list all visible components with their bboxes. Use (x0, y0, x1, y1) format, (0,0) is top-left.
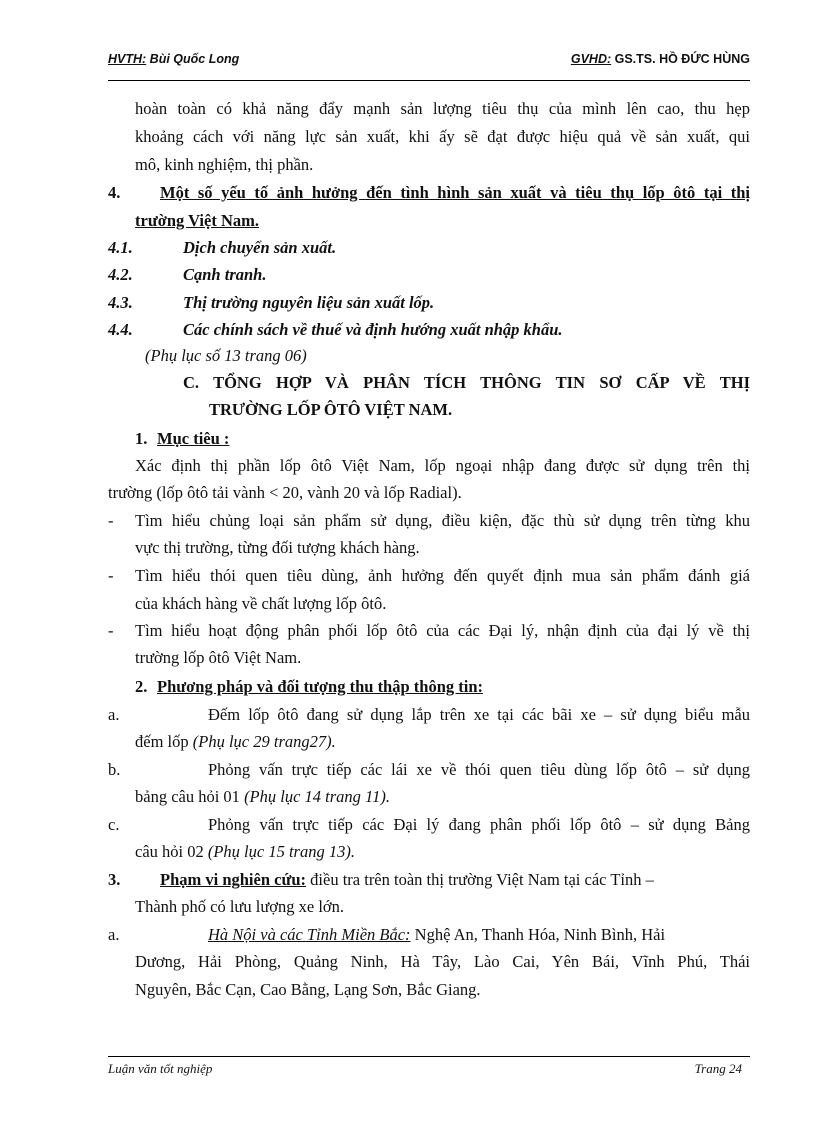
method-line2 (135, 842, 355, 862)
method-line1: Phỏng vấn trực tiếp các Đại lý đang phân phối lốp ôtô – sử dụng Bảng (208, 815, 750, 834)
method-text: đếm lốp (135, 732, 193, 751)
footer-page-number: Trang 24 (694, 1061, 742, 1076)
advisor-label: GVHD: (570, 52, 612, 66)
para1-line2: khoảng cách với năng lực sản xuất, khi ấy sẽ đạt được hiệu quả về sản xuất, qui (135, 127, 750, 146)
part-c-title-line2: TRƯỜNG LỐP ÔTÔ VIỆT NAM. (209, 400, 453, 419)
advisor-name: GS.TS. HỒ ĐỨC HÙNG (611, 52, 750, 66)
header-advisor (571, 52, 750, 66)
region-line2: Dương, Hải Phòng, Quảng Ninh, Hà Tây, Lào Cai, Yên Bái, Vĩnh Phú, Thái (135, 952, 750, 971)
subsection-title: Các chính sách về thuế và định hướng xuất nhập khẩu. (183, 320, 563, 339)
item2-number: 2. (135, 677, 148, 696)
author-name: Bùi Quốc Long (146, 52, 240, 66)
region-title: Hà Nội và các Tỉnh Miền Bắc: (208, 925, 411, 944)
method-appendix-ref: (Phụ lục 15 trang 13). (207, 842, 355, 861)
method-line2 (135, 732, 336, 752)
item3-title: Phạm vi nghiên cứu: (160, 870, 307, 889)
section4-number: 4. (108, 183, 121, 202)
bullet-line2: của khách hàng về chất lượng lốp ôtô. (135, 594, 387, 613)
subsection-number: 4.1. (108, 238, 133, 257)
bullet-line2: trường lốp ôtô Việt Nam. (135, 648, 302, 667)
method-line1: Đếm lốp ôtô đang sử dụng lắp trên xe tại các bãi xe – sử dụng biểu mẫu (208, 705, 750, 724)
header-author (108, 52, 239, 66)
method-letter: b. (108, 760, 121, 779)
appendix-reference: (Phụ lục số 13 trang 06) (145, 346, 307, 365)
region-line1 (208, 925, 665, 945)
method-line2 (135, 787, 390, 807)
subsection-number: 4.3. (108, 293, 133, 312)
part-c-title-line1: C. TỔNG HỢP VÀ PHÂN TÍCH THÔNG TIN SƠ CẤP VỀ THỊ (183, 373, 750, 392)
method-letter: a. (108, 705, 120, 724)
section4-title-line2: trường Việt Nam. (135, 211, 259, 230)
subsection-number: 4.4. (108, 320, 133, 339)
item3-text: điều tra trên toàn thị trường Việt Nam tại các Tỉnh – (306, 870, 654, 889)
footer-divider (108, 1056, 750, 1057)
bullet-line2: vực thị trường, từng đối tượng khách hàng. (135, 538, 420, 557)
region-provinces: Nghệ An, Thanh Hóa, Ninh Bình, Hải (410, 925, 666, 944)
bullet-line1: Tìm hiểu thói quen tiêu dùng, ảnh hưởng đến quyết định mua sản phẩm đánh giá (135, 566, 750, 585)
bullet-line1: Tìm hiểu hoạt động phân phối lốp ôtô của các Đại lý, nhận định của đại lý về thị (135, 621, 750, 640)
bullet-dash: - (108, 621, 114, 640)
item3-line2: Thành phố có lưu lượng xe lớn. (135, 897, 345, 916)
item1-number: 1. (135, 429, 148, 448)
item3-line1 (160, 870, 654, 890)
subsection-title: Dịch chuyển sản xuất. (183, 238, 337, 257)
method-appendix-ref: (Phụ lục 29 trang27). (192, 732, 336, 751)
method-text: bảng câu hỏi 01 (135, 787, 245, 806)
method-appendix-ref: (Phụ lục 14 trang 11). (244, 787, 390, 806)
header-divider (108, 80, 750, 81)
region-line3: Nguyên, Bắc Cạn, Cao Bằng, Lạng Sơn, Bắc Giang. (135, 980, 481, 999)
bullet-dash: - (108, 511, 114, 530)
item1-text-line1: Xác định thị phần lốp ôtô Việt Nam, lốp ngoại nhập đang được sử dụng trên thị (135, 456, 750, 475)
para1-line1: hoàn toàn có khả năng đẩy mạnh sản lượng tiêu thụ của mình lên cao, thu hẹp (135, 99, 750, 118)
item1-title: Mục tiêu : (157, 429, 230, 448)
region-letter: a. (108, 925, 120, 944)
subsection-number: 4.2. (108, 265, 133, 284)
method-letter: c. (108, 815, 120, 834)
section4-title-line1: Một số yếu tố ảnh hưởng đến tình hình sản xuất và tiêu thụ lốp ôtô tại thị (160, 183, 750, 202)
item3-number: 3. (108, 870, 121, 889)
method-text: câu hỏi 02 (135, 842, 208, 861)
method-line1: Phỏng vấn trực tiếp các lái xe về thói quen tiêu dùng lốp ôtô – sử dụng (208, 760, 750, 779)
para1-line3: mô, kinh nghiệm, thị phần. (135, 155, 314, 174)
author-label: HVTH: (108, 52, 147, 66)
bullet-line1: Tìm hiểu chủng loại sản phẩm sử dụng, điều kiện, đặc thù sử dụng trên từng khu (135, 511, 750, 530)
item2-title: Phương pháp và đối tượng thu thập thông tin: (157, 677, 484, 696)
subsection-title: Cạnh tranh. (183, 265, 267, 284)
item1-text-line2: trường (lốp ôtô tải vành < 20, vành 20 và lốp Radial). (108, 483, 462, 502)
footer-thesis-label: Luận văn tốt nghiệp (108, 1061, 213, 1076)
bullet-dash: - (108, 566, 114, 585)
subsection-title: Thị trường nguyên liệu sản xuất lốp. (183, 293, 435, 312)
